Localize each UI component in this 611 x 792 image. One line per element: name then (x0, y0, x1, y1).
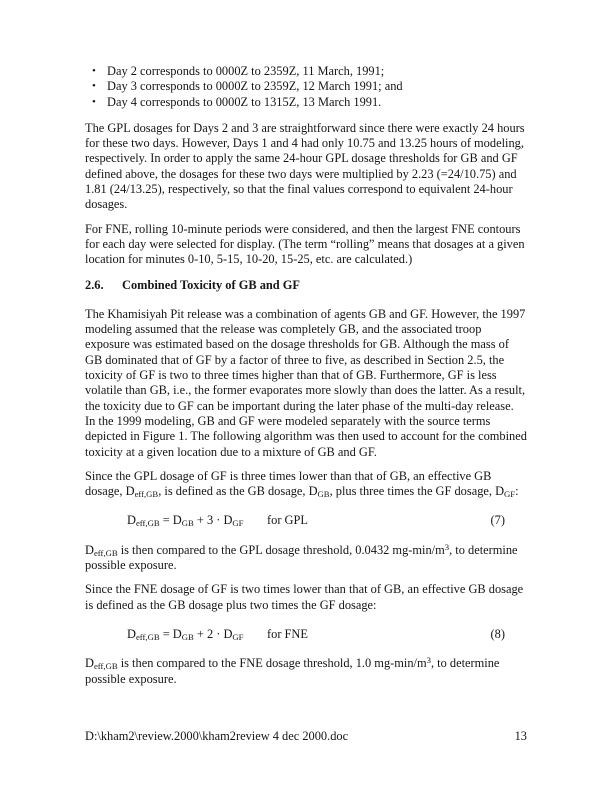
bullet-icon: • (92, 65, 96, 77)
document-content (85, 64, 527, 687)
bullet-item-day4 (85, 95, 527, 110)
equation-8-condition: for FNE (267, 626, 308, 641)
paragraph-gpl-threshold: $D_{eff,GB}$ is then compared to the GPL dosage threshold, 0.0432 $mg-\min/m^3$, to determine possible exposure. (85, 541, 518, 573)
equation-7 (85, 513, 527, 528)
section-number: 2.6. (85, 277, 104, 292)
day-bullet-list (85, 64, 527, 110)
bullet-icon: • (92, 95, 96, 108)
paragraph-gpl-effective: Since the GPL dosage of GF is three times lower than that of GB, an effective GB dosage, $D_{eff,GB}$, is defined as the GB dosage, $D_{GB}$, plus three times the GF dosage, $D_{GF}$: (85, 468, 519, 500)
paragraph-khamisiyah: The Khamisiyah Pit release was a combination of agents GB and GF. However, the 1997 modeling assumed that the release was completely GB, and the associated troop exposure was estimated based on the dosage thresholds for GB. Although the mass of GB dominated that of GF by a factor of three to five, as described in Section 2.5, the toxicity of GF is two to three times higher than that of GB. Furthermore, GF is less volatile than GB, i.e., the former evaporates more slowly than does the latter. As a result, the toxicity due to GF can be important during the later phase of the multi-day release. In the 1999 modeling, GB and GF were modeled separately with the source terms depicted in Figure 1. The following algorithm was then used to account for the combined toxicity at a given location due to a mixture of GB and GF. (85, 306, 527, 459)
bullet-icon: • (92, 80, 96, 93)
equation-8 (85, 627, 527, 642)
bullet-text-day2: Day 2 corresponds to 0000Z to 2359Z, 11 March, 1991; (107, 64, 385, 78)
equation-8-expression: $D_{eff,GB} = D_{GB} + 2 \cdot D_{GF}$ (127, 626, 244, 643)
bullet-item-day3 (85, 79, 527, 94)
equation-7-expression: $D_{eff,GB} = D_{GB} + 3 \cdot D_{GF}$ (127, 513, 244, 529)
paragraph-fne-rolling: For FNE, rolling 10-minute periods were considered, and then the largest FNE contours for each day were selected for display. (The term “rolling” means that dosages at a given location for minutes 0-10, 5-15, 10-20, 15-25, etc. are calculated.) (85, 221, 525, 267)
equation-7-condition: for GPL (267, 513, 308, 528)
bullet-text-day3: Day 3 corresponds to 0000Z to 2359Z, 12 March 1991; and (107, 79, 403, 94)
bullet-text-day4: Day 4 corresponds to 0000Z to 1315Z, 13 March 1991. (107, 94, 382, 109)
footer-page-number: 13 (514, 729, 527, 743)
paragraph-fne-threshold: $D_{eff,GB}$ is then compared to the FNE dosage threshold, 1.0 $mg-\min/m^3$, to determine possible exposure. (85, 655, 500, 686)
bullet-item-day2 (85, 64, 527, 79)
page-footer (85, 729, 527, 744)
equation-8-number: (8) (490, 626, 505, 641)
section-heading-2-6 (85, 278, 527, 293)
footer-file-path: D:\kham2\review.2000\kham2review 4 dec 2000.doc (85, 729, 349, 743)
paragraph-gpl-days: The GPL dosages for Days 2 and 3 are straightforward since there were exactly 24 hours for these two days. However, Days 1 and 4 had only 10.75 and 13.25 hours of modeling, respectively. In order to apply the same 24-hour GPL dosage thresholds for GB and GF defined above, the dosages for these two days were multiplied by 2.23 (=24/10.75) and 1.81 (24/13.25), respectively, so that the final values correspond to equivalent 24-hour dosages. (85, 120, 525, 212)
equation-7-number: (7) (490, 513, 505, 528)
paragraph-fne-effective: Since the FNE dosage of GF is two times lower than that of GB, an effective GB dosage is defined as the GB dosage plus two times the GF dosage: (85, 582, 524, 612)
section-title: Combined Toxicity of GB and GF (122, 277, 300, 292)
